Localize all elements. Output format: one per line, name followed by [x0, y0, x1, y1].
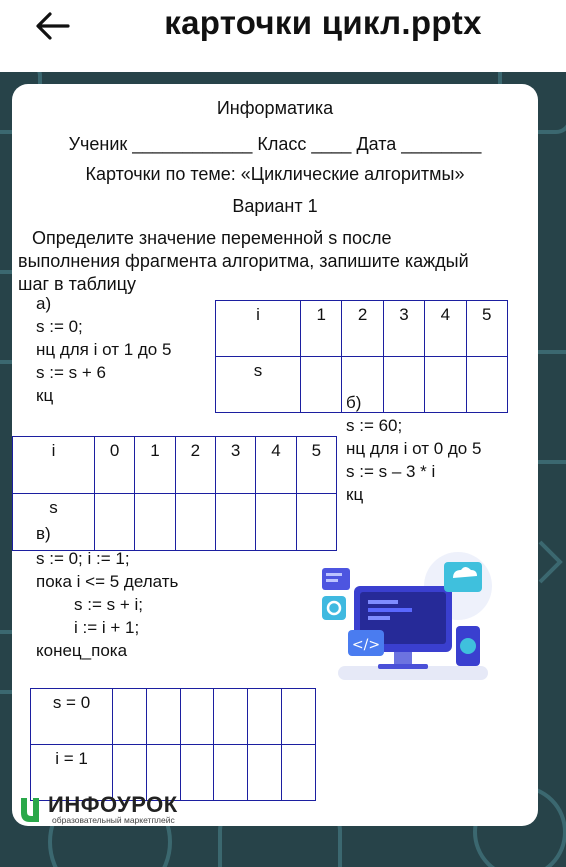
table-cell: [215, 494, 255, 551]
code-line: s := 0;: [36, 317, 83, 336]
table-cell: 3: [383, 301, 424, 357]
task-line-3: шаг в таблицу: [18, 274, 137, 294]
table-cell: 5: [466, 301, 507, 357]
table-cell: i = 1: [31, 745, 113, 801]
table-cell: 5: [296, 437, 336, 494]
table-part-a: [215, 300, 508, 413]
table-cell: 0: [95, 437, 135, 494]
table-cell: s: [216, 357, 301, 413]
table-part-c: [30, 688, 316, 801]
table-cell: i: [216, 301, 301, 357]
table-cell: [466, 357, 507, 413]
table-cell: [175, 494, 215, 551]
table-cell: [214, 689, 248, 745]
logo-name: ИНФОУРОК: [48, 792, 178, 817]
code-line: s := s + 6: [36, 363, 106, 382]
table-cell: s: [13, 494, 95, 551]
table-cell: 4: [256, 437, 296, 494]
variant-heading: Вариант 1: [232, 196, 318, 216]
table-cell: [282, 689, 316, 745]
part-c-label: в): [36, 522, 57, 545]
table-cell: [214, 745, 248, 801]
topic-line: Карточки по теме: «Циклические алгоритмы»: [85, 164, 465, 184]
slide-card: [12, 84, 538, 826]
code-line: s := s + i;: [74, 595, 143, 614]
task-line-2: выполнения фрагмента алгоритма, запишите каждый: [18, 251, 469, 271]
table-cell: 1: [135, 437, 175, 494]
subject-heading: Информатика: [216, 98, 334, 118]
table-row: [13, 494, 337, 551]
table-cell: [180, 689, 214, 745]
code-line: нц для i от 1 до 5: [36, 340, 172, 359]
table-cell: 3: [215, 437, 255, 494]
back-button[interactable]: [30, 6, 74, 46]
table-row: [216, 301, 508, 357]
table-cell: [282, 745, 316, 801]
table-row: [216, 357, 508, 413]
table-cell: [135, 494, 175, 551]
part-b-label: б): [346, 393, 362, 412]
table-row: [13, 437, 337, 494]
table-cell: [146, 689, 180, 745]
table-cell: [425, 357, 466, 413]
code-line: s := 60;: [346, 416, 403, 435]
table-cell: [301, 357, 342, 413]
svg-text:</>: </>: [351, 637, 381, 653]
document-title: карточки цикл.pptx: [164, 4, 482, 41]
infourok-logo: [18, 792, 218, 826]
table-row: [31, 689, 316, 745]
code-line: нц для i от 0 до 5: [346, 439, 482, 458]
table-part-b: [12, 436, 337, 551]
logo-mark-icon: [18, 794, 46, 822]
task-line-1: Определите значение переменной s после: [32, 228, 392, 248]
table-cell: [95, 494, 135, 551]
table-cell: [256, 494, 296, 551]
code-line: кц: [36, 386, 54, 405]
table-cell: 2: [175, 437, 215, 494]
logo-tagline: образовательный маркетплейс: [52, 815, 175, 825]
part-a-label: а): [36, 294, 52, 313]
code-line: пока i <= 5 делать: [36, 572, 179, 591]
code-line: i := i + 1;: [74, 618, 140, 637]
table-cell: s = 0: [31, 689, 113, 745]
table-cell: 2: [342, 301, 383, 357]
code-line: s := s – 3 * i: [346, 462, 436, 481]
table-cell: [113, 689, 147, 745]
table-cell: i: [13, 437, 95, 494]
table-cell: 4: [425, 301, 466, 357]
code-line: s := 0; i := 1;: [36, 549, 130, 568]
table-cell: [296, 494, 336, 551]
table-cell: [248, 745, 282, 801]
table-cell: [383, 357, 424, 413]
computer-illustration: [308, 546, 498, 706]
student-info-line: Ученик ____________ Класс ____ Дата ________: [68, 134, 482, 154]
code-line: кц: [346, 485, 364, 504]
table-cell: [248, 689, 282, 745]
code-line: конец_пока: [36, 641, 128, 660]
arrow-left-icon: [34, 11, 70, 41]
table-cell: 1: [301, 301, 342, 357]
app-bar: [0, 0, 566, 72]
